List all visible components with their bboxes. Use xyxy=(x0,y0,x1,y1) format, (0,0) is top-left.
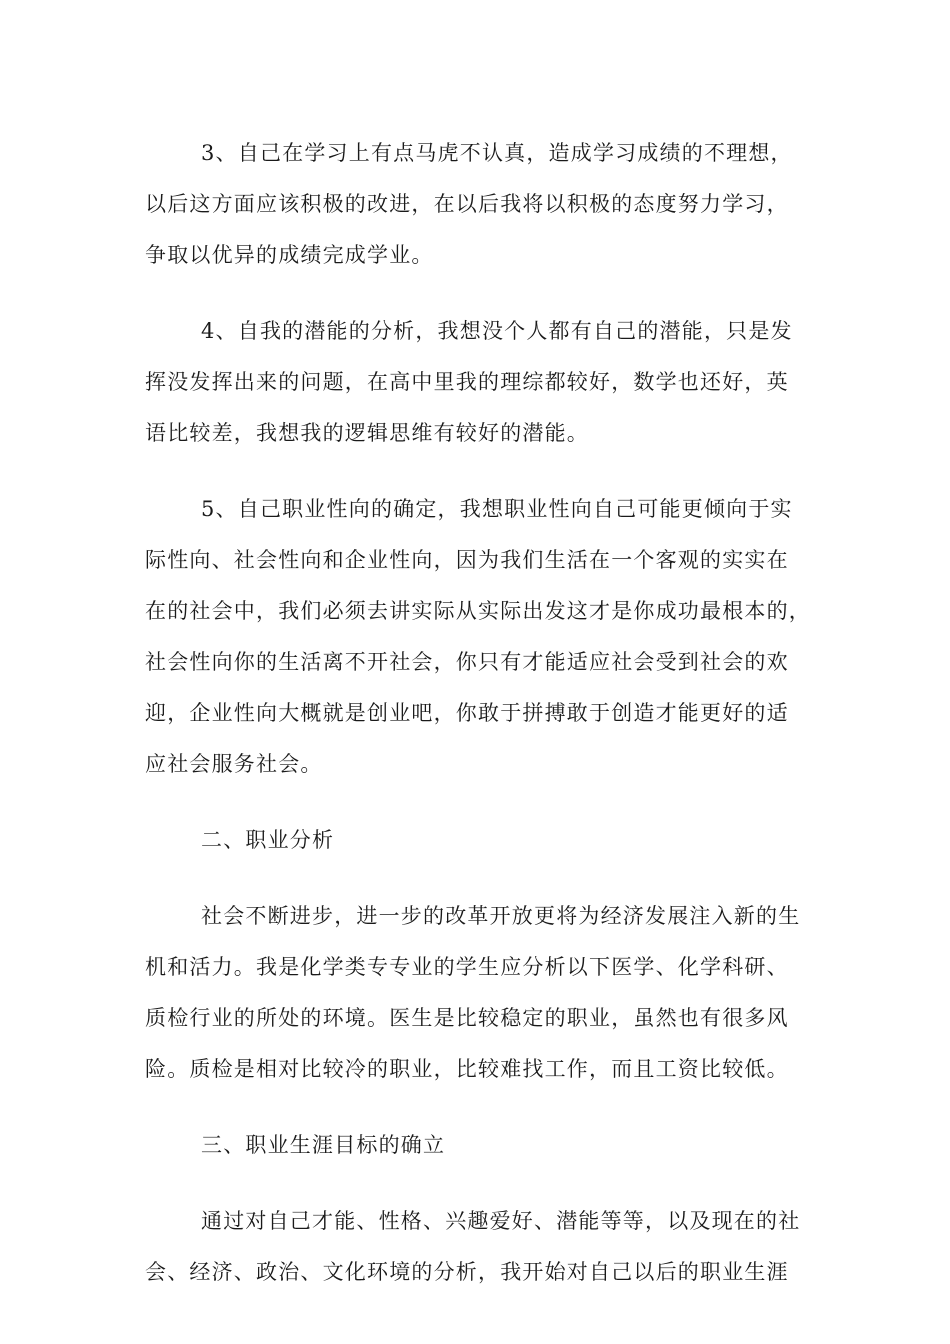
paragraph-line: 险。质检是相对比较冷的职业，比较难找工作，而且工资比较低。 xyxy=(145,1057,789,1081)
paragraph-line: 社会性向你的生活离不开社会，你只有才能适应社会受到社会的欢 xyxy=(145,650,789,674)
paragraph-line: 5、自己职业性向的确定，我想职业性向自己可能更倾向于实 xyxy=(201,497,793,521)
paragraph-line: 挥没发挥出来的问题，在高中里我的理综都较好，数学也还好，英 xyxy=(145,370,789,394)
paragraph-line: 社会不断进步，进一步的改革开放更将为经济发展注入新的生 xyxy=(201,904,801,928)
paragraph-line: 通过对自己才能、性格、兴趣爱好、潜能等等，以及现在的社 xyxy=(201,1209,801,1233)
paragraph-goal-setting xyxy=(145,1196,805,1298)
paragraph-line: 机和活力。我是化学类专专业的学生应分析以下医学、化学科研、 xyxy=(145,955,789,979)
section-heading: 三、职业生涯目标的确立 xyxy=(201,1133,446,1157)
section-heading: 二、职业分析 xyxy=(201,828,335,852)
paragraph-career-environment xyxy=(145,891,805,1095)
paragraph-line: 4、自我的潜能的分析，我想没个人都有自己的潜能，只是发 xyxy=(201,319,793,343)
paragraph-line: 在的社会中，我们必须去讲实际从实际出发这才是你成功最根本的， xyxy=(145,599,811,623)
paragraph-line: 会、经济、政治、文化环境的分析，我开始对自己以后的职业生涯 xyxy=(145,1260,789,1284)
paragraph-line: 应社会服务社会。 xyxy=(145,752,323,776)
paragraph-self-study xyxy=(145,128,805,281)
document-body xyxy=(145,128,811,1298)
paragraph-career-orientation xyxy=(145,484,811,790)
paragraph-line: 以后这方面应该积极的改进，在以后我将以积极的态度努力学习， xyxy=(145,192,789,216)
paragraph-line: 迎，企业性向大概就是创业吧，你敢于拼搏敢于创造才能更好的适 xyxy=(145,701,789,725)
paragraph-line: 3、自己在学习上有点马虎不认真，造成学习成绩的不理想， xyxy=(201,141,793,165)
paragraph-potential-analysis xyxy=(145,306,805,459)
paragraph-line: 质检行业的所处的环境。医生是比较稳定的职业，虽然也有很多风 xyxy=(145,1006,789,1030)
paragraph-line: 语比较差，我想我的逻辑思维有较好的潜能。 xyxy=(145,421,589,445)
section-heading-career-goals xyxy=(145,1120,805,1171)
paragraph-line: 际性向、社会性向和企业性向，因为我们生活在一个客观的实实在 xyxy=(145,548,789,572)
paragraph-line: 争取以优异的成绩完成学业。 xyxy=(145,243,434,267)
section-heading-career-analysis xyxy=(145,815,805,866)
